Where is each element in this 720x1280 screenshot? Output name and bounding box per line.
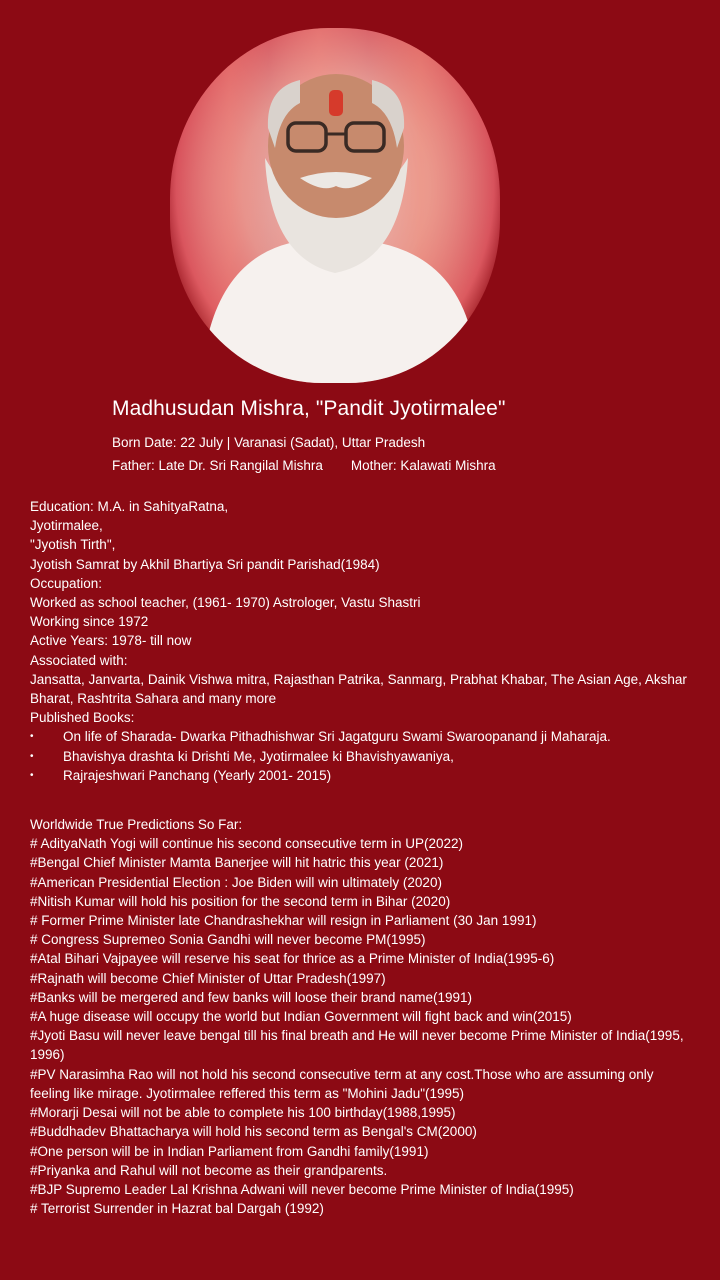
title-jyotish-samrat: Jyotish Samrat by Akhil Bhartiya Sri pandit Parishad(1984)	[30, 556, 380, 572]
prediction-item: #Banks will be mergered and few banks will loose their brand name(1991)	[30, 989, 472, 1005]
associated-list: Jansatta, Janvarta, Dainik Vishwa mitra, Rajasthan Patrika, Sanmarg, Prabhat Khabar, The Asian Age, Akshar Bharat, Rashtrita Sahara and many more	[30, 671, 687, 707]
occupation: Worked as school teacher, (1961- 1970) Astrologer, Vastu Shastri	[30, 595, 421, 611]
profile-name: Madhusudan Mishra, "Pandit Jyotirmalee"	[112, 397, 506, 420]
prediction-item: #American Presidential Election : Joe Biden will win ultimately (2020)	[30, 874, 442, 890]
active-years: Active Years: 1978- till now	[30, 633, 192, 649]
prediction-item: #Atal Bihari Vajpayee will reserve his seat for thrice as a Prime Minister of India(1995-6)	[30, 951, 555, 967]
prediction-item: #Buddhadev Bhattacharya will hold his second term as Bengal's CM(2000)	[30, 1124, 477, 1140]
associated-label: Associated with:	[30, 652, 128, 668]
predictions-title: Worldwide True Predictions So Far:	[30, 817, 243, 833]
prediction-item: #Jyoti Basu will never leave bengal till his final breath and He will never become Prime Minister of India(1995, 1996)	[30, 1028, 684, 1063]
title-jyotirmalee: Jyotirmalee,	[30, 518, 103, 534]
prediction-item: #Rajnath will become Chief Minister of Uttar Pradesh(1997)	[30, 970, 386, 986]
book-item: • Bhavishya drashta ki Drishti Me, Jyotirmalee ki Bhavishyawaniya,	[30, 747, 690, 766]
biography	[30, 497, 690, 1218]
prediction-item: # Congress Supremeo Sonia Gandhi will never become PM(1995)	[30, 932, 426, 948]
prediction-item: #Bengal Chief Minister Mamta Banerjee will hit hatric this year (2021)	[30, 855, 444, 871]
prediction-item: #Priyanka and Rahul will not become as their grandparents.	[30, 1162, 388, 1178]
portrait-figure	[170, 28, 500, 383]
predictions-list	[30, 834, 690, 1218]
prediction-item: # Terrorist Surrender in Hazrat bal Dargah (1992)	[30, 1201, 324, 1217]
mother-info: Mother: Kalawati Mishra	[350, 458, 496, 473]
birth-info: Born Date: 22 July | Varanasi (Sadat), Uttar Pradesh	[112, 435, 426, 450]
prediction-item: #Morarji Desai will not be able to complete his 100 birthday(1988,1995)	[30, 1105, 456, 1121]
working-since: Working since 1972	[30, 614, 149, 630]
prediction-item: #BJP Supremo Leader Lal Krishna Adwani will never become Prime Minister of India(1995)	[30, 1181, 574, 1197]
prediction-item: #PV Narasimha Rao will not hold his second consecutive term at any cost.Those who are assuming only feeling like mirage. Jyotirmalee reffered this term as "Mohini Jadu"(1995)	[30, 1066, 654, 1101]
book-item: • On life of Sharada- Dwarka Pithadhishwar Sri Jagatguru Swami Swaroopanand ji Maharaja.	[30, 727, 690, 746]
books-list	[30, 727, 690, 785]
prediction-item: # AdityaNath Yogi will continue his second consecutive term in UP(2022)	[30, 836, 463, 852]
profile-photo	[170, 28, 500, 383]
title-jyotish-tirth: "Jyotish Tirth",	[30, 537, 116, 553]
prediction-item: #Nitish Kumar will hold his position for the second term in Bihar (2020)	[30, 893, 451, 909]
education: Education: M.A. in SahityaRatna,	[30, 499, 229, 514]
parents-info	[112, 454, 712, 477]
book-item: • Rajrajeshwari Panchang (Yearly 2001- 2015)	[30, 766, 690, 785]
occupation-label: Occupation:	[30, 575, 103, 591]
prediction-item: # Former Prime Minister late Chandrashekhar will resign in Parliament (30 Jan 1991)	[30, 913, 537, 929]
prediction-item: #One person will be in Indian Parliament from Gandhi family(1991)	[30, 1143, 429, 1159]
books-label: Published Books:	[30, 710, 135, 726]
prediction-item: #A huge disease will occupy the world but Indian Government will fight back and win(2015)	[30, 1009, 572, 1025]
profile-header	[112, 397, 712, 477]
father-info: Father: Late Dr. Sri Rangilal Mishra	[112, 458, 323, 473]
